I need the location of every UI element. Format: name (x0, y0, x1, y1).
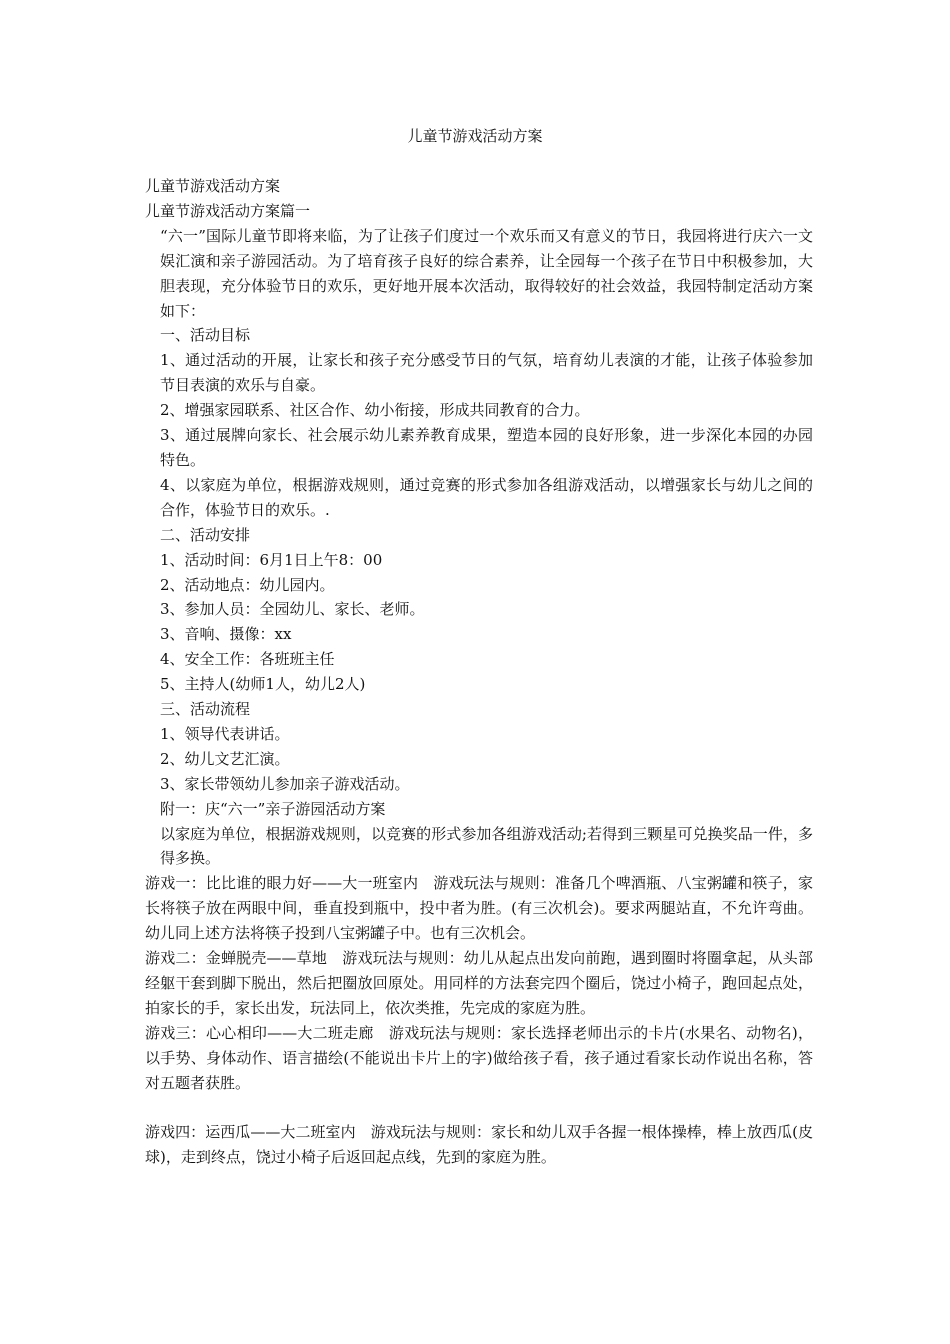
goal-item: 2、增强家园联系、社区合作、幼小衔接，形成共同教育的合力。 (160, 401, 590, 420)
game-two-paragraph: 游戏二：金蝉脱壳——草地 游戏玩法与规则：幼儿从起点出发向前跑，遇到圈时将圈拿起，从头部经躯干套到脚下脱出，然后把圈放回原处。用同样的方法套完四个圈后，饶过小椅子，跑回起点处，拍家长的手，家长出发，玩法同上，依次类推，先完成的家庭为胜。 (145, 949, 813, 1017)
process-item: 3、家长带领幼儿参加亲子游戏活动。 (160, 774, 410, 793)
goal-item: 4、以家庭为单位，根据游戏规则，通过竞赛的形式参加各组游戏活动，以增强家长与幼儿之间的合作，体验节日的欢乐。. (160, 475, 813, 519)
heading-arrangement: 二、活动安排 (160, 525, 251, 544)
arrangement-item: 2、活动地点：幼儿园内。 (160, 575, 335, 594)
game-four-paragraph: 游戏四：运西瓜——大二班室内 游戏玩法与规则：家长和幼儿双手各握一根体操棒，棒上放西瓜(皮球)，走到终点，饶过小椅子后返回起点线，先到的家庭为胜。 (145, 1123, 813, 1167)
arrangement-item: 3、参加人员：全园幼儿、家长、老师。 (160, 600, 425, 619)
heading-goals: 一、活动目标 (160, 326, 251, 345)
appendix-intro: 以家庭为单位，根据游戏规则，以竞赛的形式参加各组游戏活动;若得到三颗星可兑换奖品一件，多得多换。 (160, 824, 813, 868)
document-body (145, 174, 813, 1170)
game-three-paragraph: 游戏三：心心相印——大二班走廊 游戏玩法与规则：家长选择老师出示的卡片(水果名、动物名)，以手势、身体动作、语言描绘(不能说出卡片上的字)做给孩子看，孩子通过看家长动作说出名称，答对五题者获胜。 (145, 1023, 813, 1092)
subtitle-line: 儿童节游戏活动方案 (145, 177, 281, 195)
intro-paragraph: “六一”国际儿童节即将来临，为了让孩子们度过一个欢乐而又有意义的节日，我园将进行庆六一文娱汇演和亲子游园活动。为了培育孩子良好的综合素养，让全园每一个孩子在节日中积极参加，大胆表现，充分体验节日的欢乐，更好地开展本次活动，取得较好的社会效益，我园特制定活动方案如下： (160, 226, 813, 320)
game-one-paragraph: 游戏一：比比谁的眼力好——大一班室内 游戏玩法与规则：准备几个啤酒瓶、八宝粥罐和筷子，家长将筷子放在两眼中间，垂直投到瓶中，投中者为胜。(有三次机会)。要求两腿站直，不允许弯曲。幼儿同上述方法将筷子投到八宝粥罐子中。也有三次机会。 (145, 874, 813, 943)
goal-item: 1、通过活动的开展，让家长和孩子充分感受节日的气氛，培育幼儿表演的才能，让孩子体验参加节目表演的欢乐与自豪。 (160, 351, 813, 395)
process-item: 2、幼儿文艺汇演。 (160, 749, 290, 768)
document-title: 儿童节游戏活动方案 (407, 127, 543, 145)
blank-line (145, 1096, 813, 1121)
heading-process: 三、活动流程 (160, 700, 251, 719)
arrangement-item: 5、主持人(幼师1人，幼儿2人) (160, 675, 366, 694)
appendix-heading: 附一：庆“六一”亲子游园活动方案 (160, 799, 386, 818)
process-item: 1、领导代表讲话。 (160, 724, 290, 743)
goal-item: 3、通过展牌向家长、社会展示幼儿素养教育成果，塑造本园的良好形象，进一步深化本园的办园特色。 (160, 426, 813, 469)
arrangement-item: 4、安全工作：各班班主任 (160, 650, 335, 669)
section-heading: 儿童节游戏活动方案篇一 (145, 201, 311, 220)
arrangement-item: 1、活动时间：6月1日上午8：00 (160, 550, 383, 569)
arrangement-item: 3、音响、摄像：xx (160, 625, 292, 644)
